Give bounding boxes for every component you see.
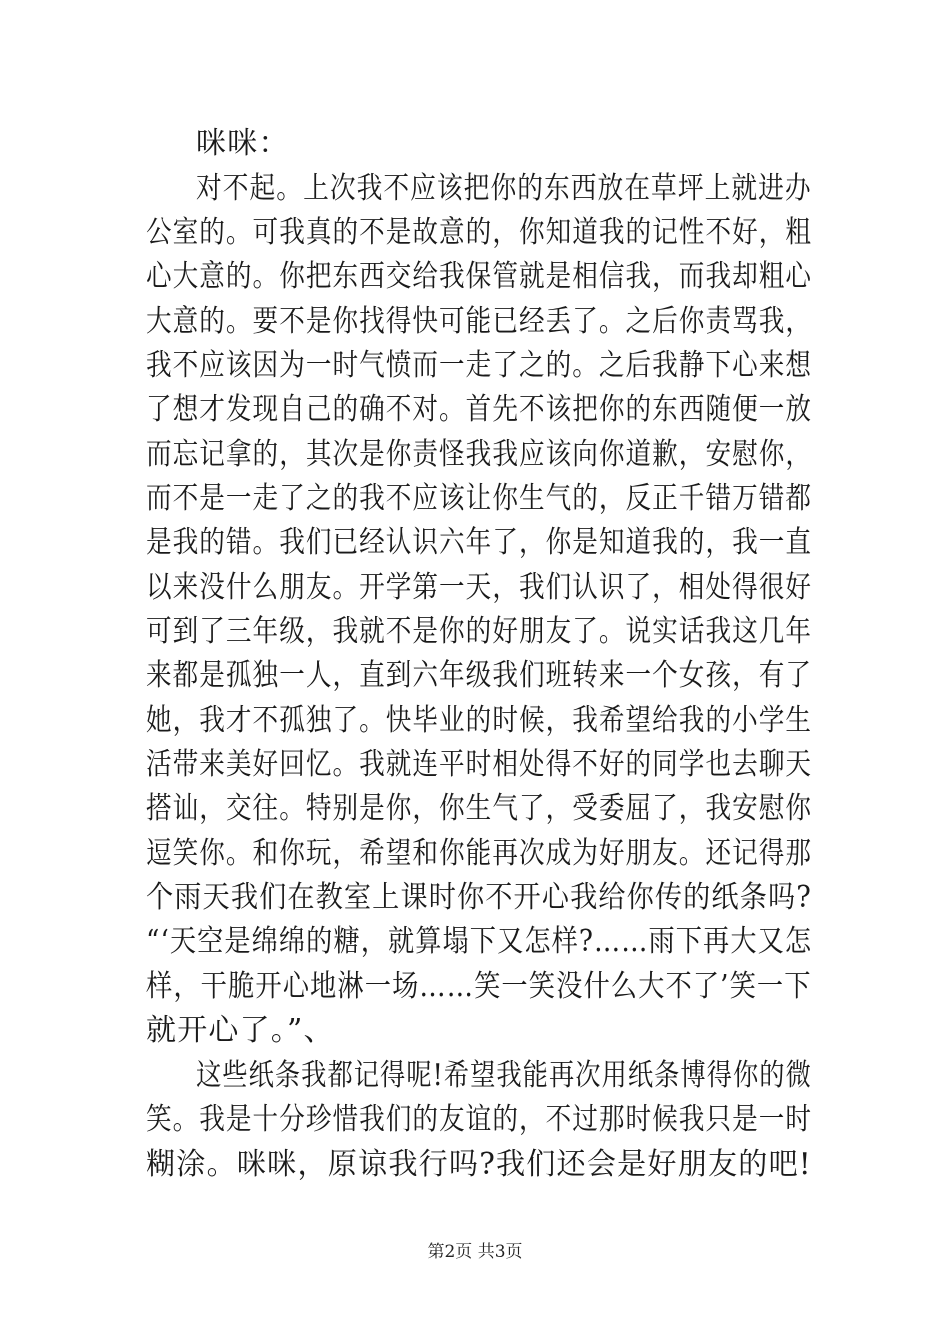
text-line: 是我的错。我们已经认识六年了，你是知道我的，我一直 <box>146 525 812 560</box>
text-line: 来都是孤独一人，直到六年级我们班转来一个女孩，有了 <box>146 658 812 693</box>
text-line: “‘天空是绵绵的糖，就算塌下又怎样?……雨下再大又怎 <box>146 924 813 959</box>
text-line: 笑。我是十分珍惜我们的友谊的，不过那时候我只是一时 <box>146 1102 812 1137</box>
text-line: 可到了三年级，我就不是你的好朋友了。说实话我这几年 <box>146 614 812 649</box>
text-line: 而忘记拿的，其次是你责怪我我应该向你道歉，安慰你， <box>146 437 812 472</box>
text-line: 糊涂。咪咪，原谅我行吗?我们还会是好朋友的吧! <box>146 1147 812 1182</box>
text-line: 了想才发现自己的确不对。首先不该把你的东西随便一放 <box>146 392 812 427</box>
text-line: 公室的。可我真的不是故意的，你知道我的记性不好，粗 <box>146 215 812 250</box>
text-line: 样，干脆开心地淋一场……笑一笑没什么大不了’笑一下 <box>146 969 812 1004</box>
page-number-footer: 第2页 共3页 <box>427 1242 523 1262</box>
text-line: 就开心了。”、 <box>146 1013 335 1048</box>
text-line: 对不起。上次我不应该把你的东西放在草坪上就进办 <box>196 171 812 206</box>
text-line: 逗笑你。和你玩，希望和你能再次成为好朋友。还记得那 <box>146 836 812 871</box>
text-line: 以来没什么朋友。开学第一天，我们认识了，相处得很好 <box>146 570 812 605</box>
text-line: 心大意的。你把东西交给我保管就是相信我，而我却粗心 <box>146 259 812 294</box>
text-line: 这些纸条我都记得呢!希望我能再次用纸条博得你的微 <box>196 1058 812 1093</box>
text-line: 而不是一走了之的我不应该让你生气的，反正千错万错都 <box>146 481 812 516</box>
salutation: 咪咪： <box>196 126 290 161</box>
text-line: 大意的。要不是你找得快可能已经丢了。之后你责骂我， <box>146 304 812 339</box>
text-line: 搭讪，交往。特别是你，你生气了，受委屈了，我安慰你 <box>146 791 812 826</box>
text-line: 我不应该因为一时气愤而一走了之的。之后我静下心来想 <box>146 348 812 383</box>
text-line: 个雨天我们在教室上课时你不开心我给你传的纸条吗? <box>146 880 812 915</box>
text-line: 她，我才不孤独了。快毕业的时候，我希望给我的小学生 <box>146 703 812 738</box>
text-line: 活带来美好回忆。我就连平时相处得不好的同学也去聊天 <box>146 747 812 782</box>
